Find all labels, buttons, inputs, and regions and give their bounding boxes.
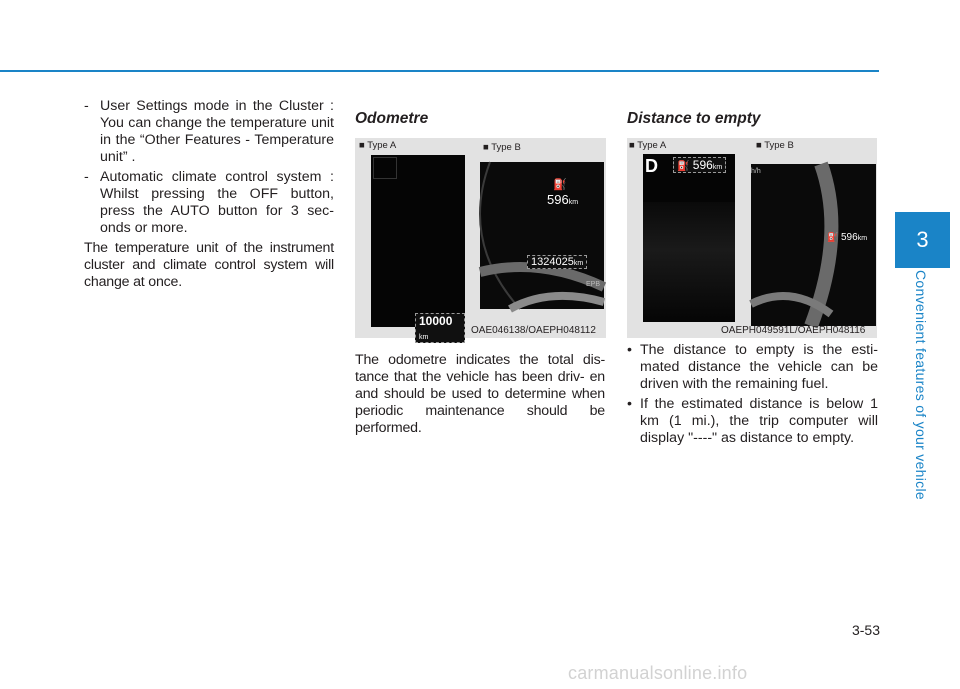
distance-to-empty-unit: km [712, 164, 723, 171]
list-item-text: Automatic climate control system : Whilst pressing the OFF button, press the AUTO button for 3 sec- onds or more. [100, 169, 334, 236]
page-number: 3-53 [851, 622, 880, 638]
chapter-number: 3 [916, 227, 929, 252]
dash-marker: - [84, 169, 89, 185]
odometer-unit: km [419, 334, 429, 341]
bullet-text: If the estimated distance is below 1 km (1 mi.), the trip computer will display "----" as distance to empty. [640, 396, 878, 446]
fuel-range-value: 596 [547, 192, 569, 207]
speed-unit: h/h [751, 168, 761, 175]
odometre-heading: Odometre [355, 110, 429, 127]
odometer-readout [415, 313, 465, 343]
chapter-title: Convenient features of your vehicle [913, 270, 929, 500]
distance-to-empty-value-type-b: 596 [841, 232, 858, 243]
fuel-pump-icon: ⛽ [827, 232, 839, 242]
type-b-label: ■ Type B [483, 142, 521, 153]
gauge-arc-graphic [751, 164, 876, 326]
distance-to-empty-readout [673, 157, 726, 173]
type-a-label: ■ Type A [629, 140, 667, 151]
indicator-box [373, 157, 397, 179]
gear-indicator: D [645, 156, 658, 176]
type-a-cluster-screen [643, 154, 735, 322]
bullet-text: The distance to empty is the esti- mated distance the vehicle can be driven with the remaining fuel. [640, 342, 878, 392]
type-b-cluster-screen [751, 164, 876, 326]
bullet-marker: • [627, 396, 632, 412]
dash-marker: - [84, 98, 89, 114]
distance-to-empty-heading: Distance to empty [627, 110, 761, 127]
odometer-value-type-b: 1324025 [531, 256, 574, 268]
figure-code: OAE046138/OAEPH048112 [471, 325, 596, 336]
temperature-paragraph: The temperature unit of the instrument cluster and climate control system will change at once. [84, 240, 334, 290]
chapter-number-tab [895, 212, 950, 268]
fuel-range-unit: km [568, 199, 579, 206]
distance-to-empty-figure [627, 138, 877, 338]
odometer-unit-type-b: km [573, 260, 584, 267]
odometer-value: 10000 [419, 314, 453, 328]
type-b-label: ■ Type B [756, 140, 794, 151]
bullet-marker: • [627, 342, 632, 358]
fuel-pump-icon: ⛽ [677, 161, 690, 172]
distance-to-empty-value: 596 [692, 158, 713, 172]
figure-code: OAEPH049591L/OAEPH048116 [721, 325, 866, 336]
type-a-label: ■ Type A [359, 140, 397, 151]
odometre-paragraph: The odometre indicates the total dis- tance that the vehicle has been driv- en and should be used to determine when periodic maintenance should be performed. [355, 352, 605, 436]
epb-label: EPB [586, 281, 601, 288]
fuel-pump-icon: ⛽ [553, 179, 567, 191]
type-b-cluster-screen [480, 162, 604, 309]
type-a-cluster-screen [371, 155, 465, 341]
odometre-body [355, 350, 605, 437]
left-column [84, 98, 334, 291]
fuel-range-readout [547, 192, 578, 207]
distance-to-empty-readout-type-b [827, 232, 867, 243]
odometer-readout-type-b [527, 255, 587, 269]
list-item [627, 396, 878, 447]
watermark: carmanualsonline.info [568, 663, 748, 683]
list-item [627, 342, 878, 393]
distance-to-empty-unit-type-b: km [857, 235, 868, 242]
screen-gradient [643, 202, 735, 322]
header-rule [0, 70, 879, 72]
list-item [84, 98, 334, 166]
list-item-text: User Settings mode in the Cluster : You can change the temperature unit in the “Other Features - Temperature unit” . [100, 98, 334, 165]
list-item [84, 169, 334, 237]
odometre-figure [355, 138, 606, 341]
distance-to-empty-body [627, 342, 878, 450]
